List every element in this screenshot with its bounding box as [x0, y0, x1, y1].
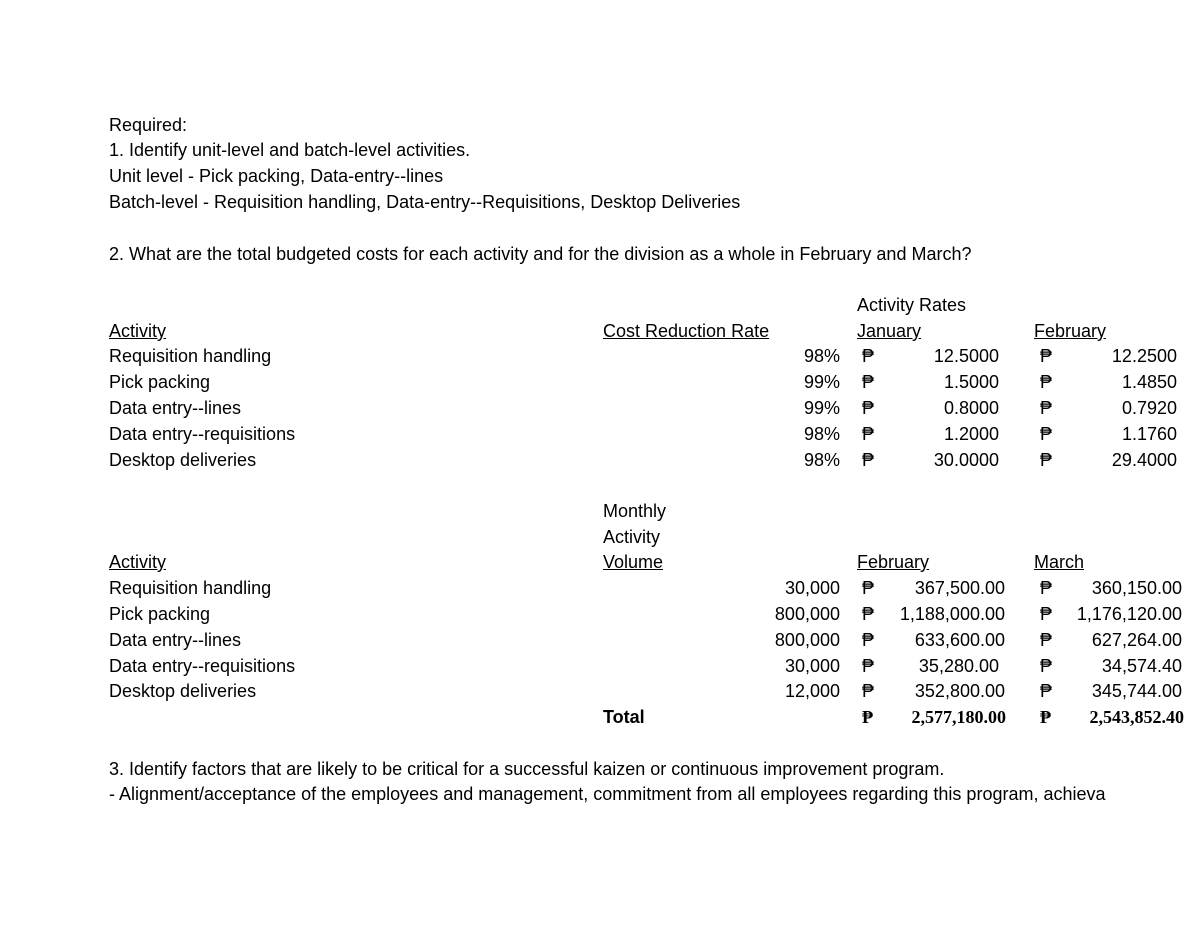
rates-reduction: 98% — [803, 424, 840, 444]
volume-header-line2: Activity — [603, 527, 661, 547]
rates-january: 0.8000 — [943, 398, 999, 418]
costs-march: 360,150.00 — [1091, 578, 1182, 598]
currency-symbol: ₱ — [862, 346, 875, 366]
costs-volume: 12,000 — [784, 681, 840, 701]
rates-reduction: 98% — [803, 346, 840, 366]
rates-february: 1.1760 — [1121, 424, 1177, 444]
volume-header-line1: Monthly — [603, 501, 667, 521]
costs-activity: Requisition handling — [109, 578, 272, 598]
currency-symbol: ₱ — [1040, 372, 1053, 392]
currency-symbol: ₱ — [1040, 604, 1053, 624]
answer-1-batch: Batch-level - Requisition handling, Data-entry--Requisitions, Desktop Deliveries — [109, 192, 741, 212]
costs-march: 34,574.40 — [1101, 656, 1182, 676]
costs-activity: Desktop deliveries — [109, 681, 257, 701]
rates-activity: Data entry--lines — [109, 398, 242, 418]
rates-reduction: 99% — [803, 398, 840, 418]
rates-activity: Requisition handling — [109, 346, 272, 366]
currency-symbol: ₱ — [1040, 707, 1051, 727]
costs-volume: 30,000 — [784, 656, 840, 676]
volume-header-line3: Volume — [603, 552, 664, 572]
rates-activity: Data entry--requisitions — [109, 424, 296, 444]
total-march: 2,543,852.40 — [1089, 707, 1184, 727]
rates-activity: Desktop deliveries — [109, 450, 257, 470]
currency-symbol: ₱ — [1040, 578, 1053, 598]
costs-february: 35,280.00 — [918, 656, 999, 676]
rates-february: 12.2500 — [1111, 346, 1177, 366]
currency-symbol: ₱ — [862, 450, 875, 470]
rates-col-february: February — [1034, 321, 1107, 341]
currency-symbol: ₱ — [1040, 398, 1053, 418]
costs-activity: Data entry--lines — [109, 630, 242, 650]
currency-symbol: ₱ — [1040, 681, 1053, 701]
currency-symbol: ₱ — [862, 681, 875, 701]
currency-symbol: ₱ — [1040, 424, 1053, 444]
costs-march: 345,744.00 — [1091, 681, 1182, 701]
question-1: 1. Identify unit-level and batch-level activities. — [109, 140, 471, 160]
costs-activity: Pick packing — [109, 604, 211, 624]
question-3: 3. Identify factors that are likely to be critical for a successful kaizen or continuous improvement program. — [109, 759, 945, 779]
currency-symbol: ₱ — [862, 578, 875, 598]
currency-symbol: ₱ — [862, 398, 875, 418]
currency-symbol: ₱ — [862, 630, 875, 650]
rates-february: 29.4000 — [1111, 450, 1177, 470]
rates-february: 0.7920 — [1121, 398, 1177, 418]
costs-volume: 800,000 — [774, 630, 840, 650]
rates-reduction: 98% — [803, 450, 840, 470]
costs-march: 1,176,120.00 — [1076, 604, 1182, 624]
currency-symbol: ₱ — [862, 656, 875, 676]
costs-volume: 800,000 — [774, 604, 840, 624]
question-2: 2. What are the total budgeted costs for each activity and for the division as a whole in February and March? — [109, 244, 972, 264]
currency-symbol: ₱ — [862, 372, 875, 392]
rates-january: 30.0000 — [933, 450, 999, 470]
currency-symbol: ₱ — [1040, 630, 1053, 650]
rates-january: 1.2000 — [943, 424, 999, 444]
costs-february: 352,800.00 — [914, 681, 1005, 701]
total-february: 2,577,180.00 — [911, 707, 1006, 727]
total-label: Total — [603, 707, 645, 727]
costs-col-activity: Activity — [109, 552, 167, 572]
rates-january: 1.5000 — [943, 372, 999, 392]
answer-1-unit: Unit level - Pick packing, Data-entry--lines — [109, 166, 444, 186]
rates-activity: Pick packing — [109, 372, 211, 392]
costs-volume: 30,000 — [784, 578, 840, 598]
rates-col-activity: Activity — [109, 321, 167, 341]
costs-february: 1,188,000.00 — [899, 604, 1005, 624]
currency-symbol: ₱ — [862, 424, 875, 444]
costs-february: 367,500.00 — [914, 578, 1005, 598]
costs-col-february: February — [857, 552, 930, 572]
rates-february: 1.4850 — [1121, 372, 1177, 392]
currency-symbol: ₱ — [1040, 450, 1053, 470]
costs-march: 627,264.00 — [1091, 630, 1182, 650]
currency-symbol: ₱ — [1040, 656, 1053, 676]
rates-reduction: 99% — [803, 372, 840, 392]
rates-col-cost-reduction: Cost Reduction Rate — [603, 321, 770, 341]
rates-col-january: January — [857, 321, 922, 341]
answer-3: - Alignment/acceptance of the employees and management, commitment from all employees regarding this program, achieva — [109, 784, 1106, 804]
activity-rates-header: Activity Rates — [857, 295, 967, 315]
currency-symbol: ₱ — [862, 707, 873, 727]
costs-february: 633,600.00 — [914, 630, 1005, 650]
costs-activity: Data entry--requisitions — [109, 656, 296, 676]
required-heading: Required: — [109, 115, 188, 135]
currency-symbol: ₱ — [1040, 346, 1053, 366]
rates-january: 12.5000 — [933, 346, 999, 366]
costs-col-march: March — [1034, 552, 1085, 572]
currency-symbol: ₱ — [862, 604, 875, 624]
